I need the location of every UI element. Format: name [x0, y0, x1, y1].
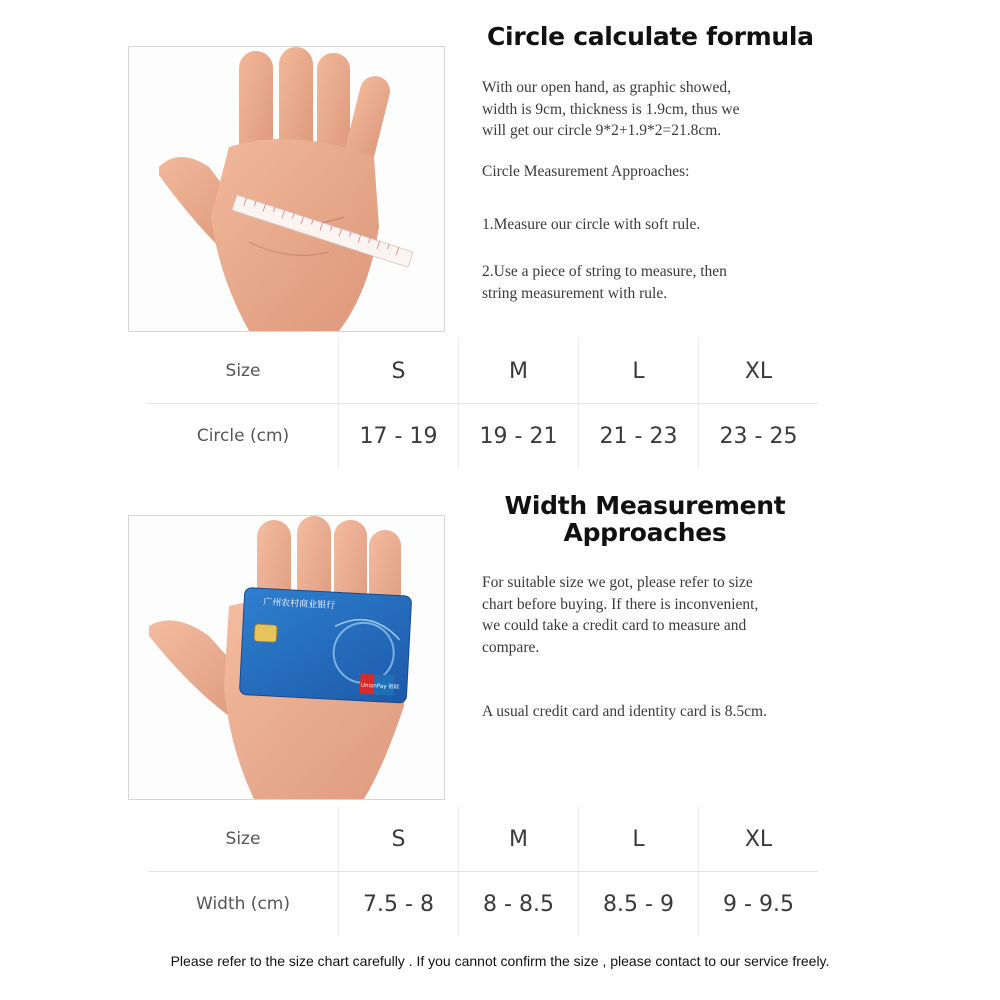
- table-row: [148, 404, 818, 469]
- circle-description-line: width is 9cm, thickness is 1.9cm, thus we: [482, 100, 740, 118]
- circle-approach-1: 1.Measure our circle with soft rule.: [482, 216, 701, 233]
- width-title-line: Width Measurement: [504, 491, 786, 520]
- width-value-s: 7.5 - 8: [339, 872, 459, 937]
- table-row: [148, 872, 818, 937]
- circle-description-line: With our open hand, as graphic showed,: [482, 79, 732, 96]
- circle-row-label: Circle (cm): [196, 426, 290, 446]
- size-xl: XL: [699, 339, 819, 404]
- size-s: S: [339, 807, 459, 872]
- circle-size-table: [148, 339, 818, 468]
- footer-notice: Please refer to the size chart carefully . If you cannot confirm the size , please contact to our service freely.: [170, 953, 830, 969]
- circle-value-xl: 23 - 25: [699, 404, 819, 469]
- card-bank-name: 广州农村商业银行: [262, 597, 336, 612]
- circle-value-s: 17 - 19: [339, 404, 459, 469]
- width-description-line: compare.: [482, 638, 540, 656]
- width-approaches-title: [480, 492, 810, 546]
- size-xl: XL: [699, 807, 819, 872]
- circle-description-line: will get our circle 9*2+1.9*2=21.8cm.: [482, 122, 722, 139]
- size-l: L: [579, 807, 699, 872]
- width-title-line: Approaches: [563, 518, 727, 547]
- table-row: [148, 807, 818, 872]
- hand-measuring-tape-photo: [128, 46, 445, 332]
- size-s: S: [339, 339, 459, 404]
- width-size-table: [148, 807, 818, 936]
- size-l: L: [579, 339, 699, 404]
- size-header-label: Size: [148, 807, 339, 872]
- circle-value-m: 19 - 21: [459, 404, 579, 469]
- size-m: M: [459, 807, 579, 872]
- card-brand-logo: UnionPay 银联: [360, 682, 400, 691]
- width-value-l: 8.5 - 9: [579, 872, 699, 937]
- width-description: [482, 572, 758, 658]
- width-description-line: we could take a credit card to measure and: [482, 617, 747, 634]
- circle-description: [482, 77, 739, 142]
- width-value-m: 8 - 8.5: [459, 872, 579, 937]
- circle-approach-2-line: string measurement with rule.: [482, 284, 668, 302]
- credit-card-note: A usual credit card and identity card is 8.5cm.: [482, 703, 767, 720]
- width-description-line: chart before buying. If there is inconvenient,: [482, 595, 759, 613]
- circle-value-l: 21 - 23: [579, 404, 699, 469]
- hand-credit-card-photo: [128, 515, 445, 800]
- circle-approach-2-line: 2.Use a piece of string to measure, then: [482, 263, 727, 280]
- size-m: M: [459, 339, 579, 404]
- hand-card-illustration: [129, 516, 444, 799]
- circle-approaches-heading: Circle Measurement Approaches:: [482, 163, 690, 180]
- width-description-line: For suitable size we got, please refer to size: [482, 574, 753, 591]
- width-value-xl: 9 - 9.5: [699, 872, 819, 937]
- hand-tape-illustration: [129, 47, 444, 331]
- circle-formula-title: Circle calculate formula: [487, 22, 814, 51]
- table-row: [148, 339, 818, 404]
- width-row-label: Width (cm): [196, 894, 290, 914]
- size-header-label: Size: [148, 339, 339, 404]
- circle-approach-2: [482, 261, 727, 304]
